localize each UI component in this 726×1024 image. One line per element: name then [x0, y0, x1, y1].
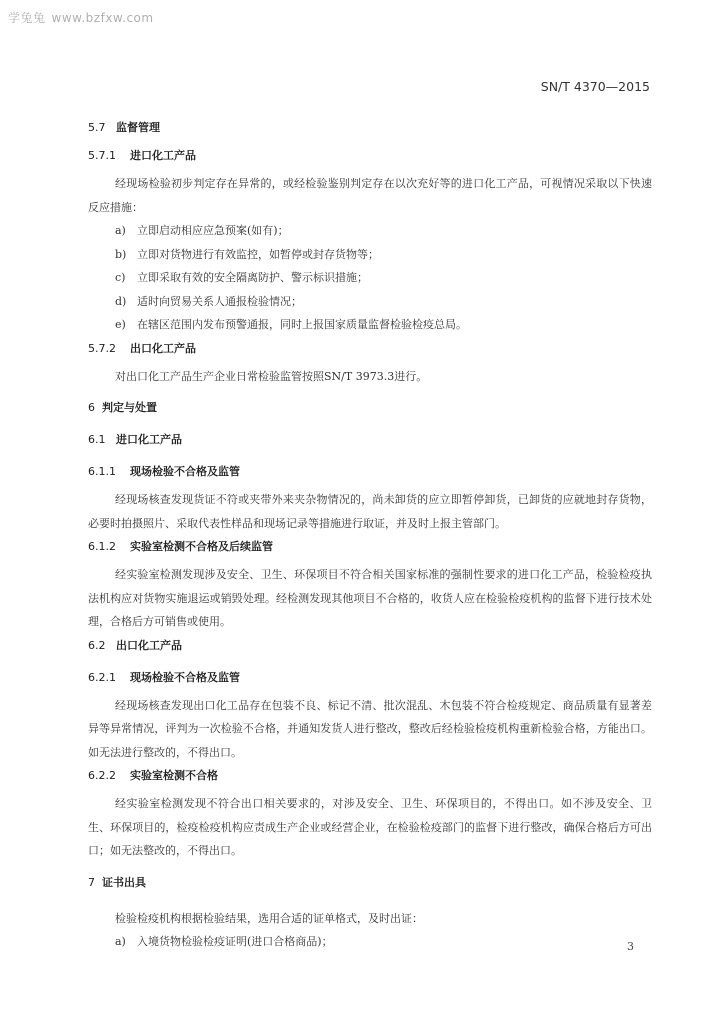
paragraph: 对出口化工产品生产企业日常检验监管按照SN/T 3973.3进行。: [115, 369, 428, 383]
section-title: 进口化工产品: [116, 433, 182, 446]
section-title: 现场检验不合格及监管: [130, 670, 240, 684]
section-title: 证书出具: [102, 875, 146, 889]
section-number: 5.7: [88, 121, 106, 134]
section-title: 进口化工产品: [130, 149, 196, 162]
list-marker: c): [115, 271, 126, 284]
page-number: 3: [627, 940, 634, 953]
list-item: [115, 313, 652, 337]
list-item-text: 入境货物检验检疫证明(进口合格商品)；: [137, 935, 333, 948]
section-title: 出口化工产品: [130, 341, 196, 355]
section-heading: [88, 670, 652, 686]
paragraph: 经现场检验初步判定存在异常的，或经检验鉴别判定存在以次充好等的进口化工产品，可视情况采取以下快速反应措施：: [88, 177, 652, 214]
section-heading: [88, 120, 652, 136]
section-title: 判定与处置: [102, 401, 157, 414]
section-number: 5.7.1: [88, 149, 116, 162]
list-item: [115, 290, 652, 314]
section-heading: [88, 464, 652, 480]
list-marker: b): [115, 247, 127, 261]
watermark: [8, 9, 154, 26]
section-heading: [88, 148, 652, 164]
list-item: [115, 243, 652, 267]
list-marker: a): [115, 935, 126, 948]
list-marker: d): [115, 294, 127, 308]
list-item: [115, 930, 652, 954]
section-heading: [88, 400, 652, 416]
paragraph: 经现场核查发现货证不符或夹带外来夹杂物情况的，尚未卸货的应立即暂停卸货，已卸货的应就地封存货物，必要时拍摄照片、采取代表性样品和现场记录等措施进行取证，并及时上报主管部门。: [88, 493, 652, 530]
section-number: 6.1.2: [88, 540, 116, 553]
section-number: 6.2.2: [88, 769, 116, 782]
list-marker: a): [115, 224, 126, 237]
section-heading: [88, 875, 652, 891]
section-number: 6.2: [88, 638, 106, 652]
list-item: [115, 266, 652, 290]
list-item-text: 立即采取有效的安全隔离防护、警示标识措施；: [137, 271, 368, 284]
list-item-text: 在辖区范围内发布预警通报，同时上报国家质量监督检验检疫总局。: [137, 318, 467, 331]
section-title: 出口化工产品: [116, 638, 182, 652]
paragraph: 经实验室检测发现不符合出口相关要求的，对涉及安全、卫生、环保项目的，不得出口。如不涉及安全、卫生、环保项目的，检疫检疫机构应责成生产企业或经营企业，在检验检疫部门的监督下进行整改，确保合格后方可出口；如无法整改的，不得出口。: [88, 797, 652, 857]
standard-code: SN/T 4370—2015: [540, 79, 650, 94]
list-item-text: 适时向贸易关系人通报检验情况；: [137, 294, 302, 308]
section-heading: [88, 768, 652, 784]
document-body: [88, 120, 652, 954]
section-title: 实验室检测不合格及后续监管: [130, 540, 273, 553]
section-title: 现场检验不合格及监管: [130, 465, 240, 478]
section-heading: [88, 638, 652, 654]
section-heading: [88, 432, 652, 448]
paragraph: 经现场核查发现出口化工品存在包装不良、标记不清、批次混乱、木包装不符合检疫规定、商品质量有显著差异等异常情况，评判为一次检验不合格，并通知发货人进行整改，整改后经检验检疫机构重新检验合格，方能出口。如无法进行整改的，不得出口。: [88, 698, 652, 759]
watermark-url: www.bzfxw.com: [51, 11, 154, 25]
paragraph: 检验检疫机构根据检验结果，选用合适的证单格式，及时出证：: [115, 911, 423, 925]
section-number: 6.1: [88, 433, 106, 446]
paragraph: 经实验室检测发现涉及安全、卫生、环保项目不符合相关国家标准的强制性要求的进口化工产品，检验检疫执法机构应对货物实施退运或销毁处理。经检测发现其他项目不合格的，收货人应在检验检疫机构的监督下进行技术处理，合格后方可销售或使用。: [88, 568, 652, 628]
section-number: 7: [88, 875, 95, 889]
section-number: 6: [88, 401, 95, 414]
section-heading: [88, 539, 652, 555]
section-heading: [88, 341, 652, 357]
section-title: 监督管理: [116, 121, 160, 134]
list-item-text: 立即对货物进行有效监控，如暂停或封存货物等；: [137, 247, 379, 261]
watermark-name: 学兔兔: [8, 11, 46, 25]
list-marker: e): [115, 318, 126, 331]
section-title: 实验室检测不合格: [130, 769, 218, 782]
section-number: 6.1.1: [88, 465, 116, 478]
section-number: 5.7.2: [88, 341, 116, 355]
list-item: [115, 219, 652, 243]
section-number: 6.2.1: [88, 670, 116, 684]
list-item-text: 立即启动相应应急预案(如有)；: [137, 224, 289, 237]
